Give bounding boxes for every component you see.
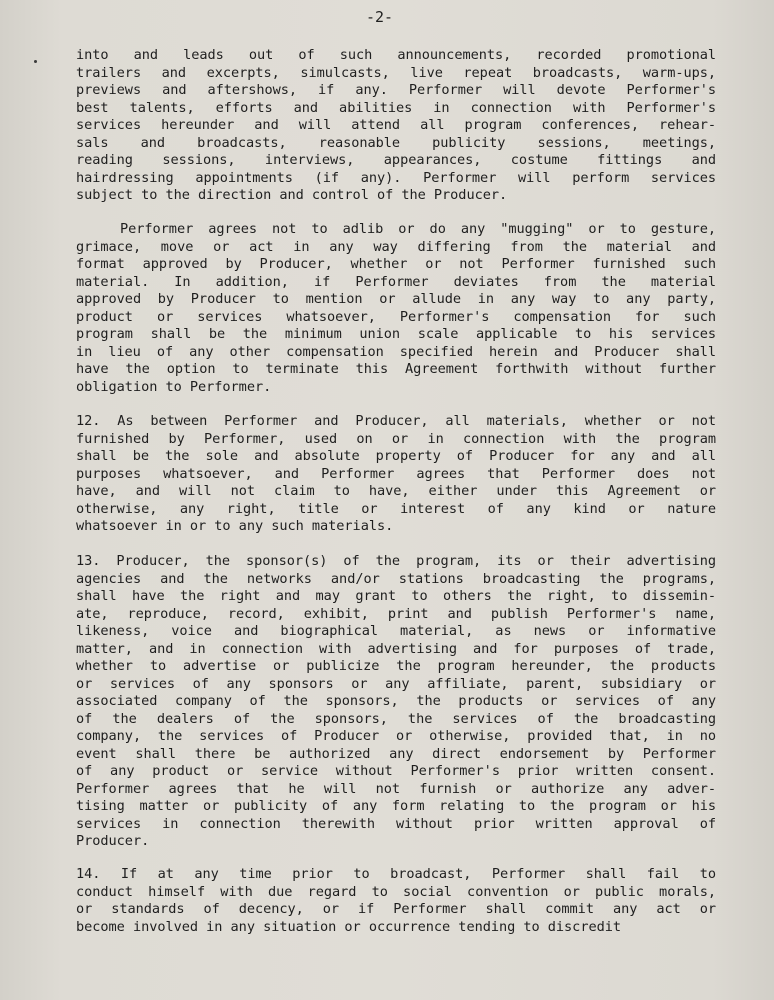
text-line: shall have the right and may grant to others the right, to dissemin- [76, 588, 716, 604]
paragraph-continuation [76, 47, 716, 205]
text-line: sals and broadcasts, reasonable publicity sessions, meetings, [76, 134, 716, 151]
text-line: likeness, voice and biographical material, as news or informative [76, 623, 716, 639]
text-line: Performer agrees that he will not furnish or authorize any adver- [76, 780, 716, 797]
paragraph-adlib [76, 221, 716, 396]
text-line: of any product or service without Performer's prior written consent. [76, 763, 716, 779]
text-line: or standards of decency, or if Performer shall commit any act or [76, 901, 716, 917]
text-line: associated company of the sponsors, the products or services of any [76, 693, 716, 709]
text-line: whether to advertise or publicize the program hereunder, the products [76, 658, 716, 674]
text-line: Producer. [76, 833, 150, 849]
text-line: into and leads out of such announcements, recorded promotional [76, 47, 716, 63]
text-line: company, the services of Producer or otherwise, provided that, in no [76, 728, 716, 744]
text-line: agencies and the networks and/or stations broadcasting the programs, [76, 570, 716, 587]
text-line: grimace, move or act in any way differing from the material and [76, 238, 716, 255]
text-line: approved by Producer to mention or allude in any way to any party, [76, 291, 716, 307]
text-line: Performer agrees not to adlib or do any "mugging" or to gesture, [120, 221, 716, 237]
text-line: best talents, efforts and abilities in connection with Performer's [76, 99, 716, 116]
text-line: obligation to Performer. [76, 378, 272, 395]
text-line: otherwise, any right, title or interest of any kind or nature [76, 500, 716, 517]
text-line: 14. If at any time prior to broadcast, Performer shall fail to [76, 866, 716, 882]
text-line: trailers and excerpts, simulcasts, live repeat broadcasts, warm-ups, [76, 64, 716, 81]
text-line: material. In addition, if Performer deviates from the material [76, 273, 716, 290]
paragraph-section-12 [76, 413, 716, 536]
text-line: services in connection therewith without prior written approval of [76, 815, 716, 832]
text-line: program shall be the minimum union scale applicable to his services [76, 326, 716, 342]
text-line: conduct himself with due regard to social convention or public morals, [76, 883, 716, 900]
margin-mark [34, 60, 37, 63]
text-line: format approved by Producer, whether or not Performer furnished such [76, 256, 716, 272]
text-line: whatsoever in or to any such materials. [76, 518, 394, 534]
text-line: have, and will not claim to have, either under this Agreement or [76, 483, 716, 499]
text-line: shall be the sole and absolute property of Producer for any and all [76, 448, 716, 464]
text-line: furnished by Performer, used on or in connection with the program [76, 430, 716, 447]
page-number: -2- [366, 8, 394, 26]
paragraph-section-14 [76, 866, 716, 936]
text-line: have the option to terminate this Agreement forthwith without further [76, 361, 716, 377]
text-line: tising matter or publicity of any form relating to the program or his [76, 798, 716, 814]
text-line: 13. Producer, the sponsor(s) of the program, its or their advertising [76, 553, 716, 569]
text-line: purposes whatsoever, and Performer agrees that Performer does not [76, 465, 716, 482]
text-line: 12. As between Performer and Producer, all materials, whether or not [76, 413, 716, 429]
text-line: hairdressing appointments (if any). Performer will perform services [76, 169, 716, 186]
text-line: reading sessions, interviews, appearances, costume fittings and [76, 152, 716, 168]
text-line: or services of any sponsors or any affiliate, parent, subsidiary or [76, 675, 716, 692]
text-line: subject to the direction and control of the Producer. [76, 187, 508, 203]
text-line: of the dealers of the sponsors, the services of the broadcasting [76, 710, 716, 727]
text-line: product or services whatsoever, Performer's compensation for such [76, 308, 716, 325]
text-line: ate, reproduce, record, exhibit, print and publish Performer's name, [76, 605, 716, 622]
text-line: event shall there be authorized any direct endorsement by Performer [76, 745, 716, 762]
text-line: become involved in any situation or occurrence tending to discredit [76, 918, 621, 935]
paragraph-section-13 [76, 553, 716, 851]
text-line: services hereunder and will attend all program conferences, rehear- [76, 117, 716, 133]
text-line: previews and aftershows, if any. Performer will devote Performer's [76, 82, 716, 98]
text-line: matter, and in connection with advertising and for purposes of trade, [76, 640, 716, 657]
text-line: in lieu of any other compensation specified herein and Producer shall [76, 343, 716, 360]
